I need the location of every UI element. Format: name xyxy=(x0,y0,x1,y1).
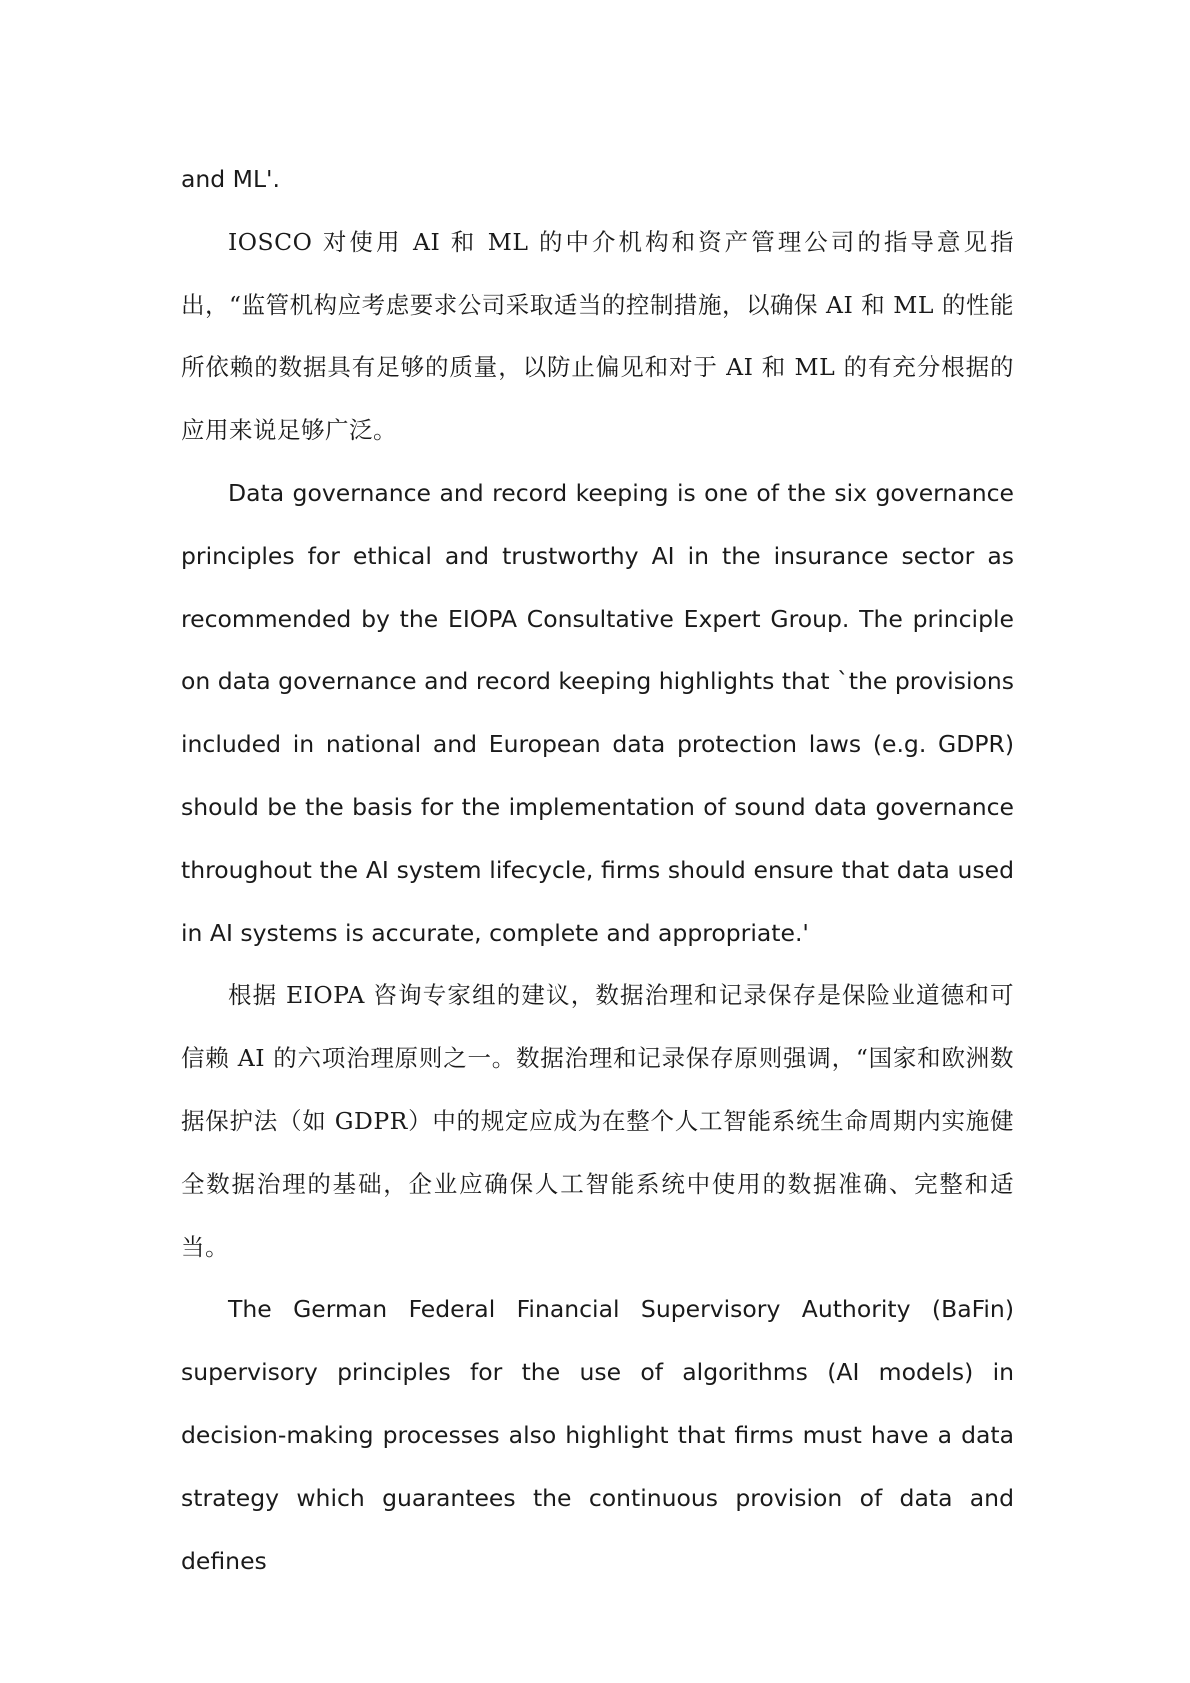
para-iosco-cn: IOSCO 对使用 AI 和 ML 的中介机构和资产管理公司的指导意见指出，“监管机构应考虑要求公司采取适当的控制措施，以确保 AI 和 ML 的性能所依赖的数据具有足够的质量，以防止偏见和对于 AI 和 ML 的有充分根据的应用来说足够广泛。 xyxy=(181,227,1014,445)
para-bafin-en: The German Federal Financial Supervisory Authority (BaFin) supervisory principles for the use of algorithms (AI models) in decision-making processes also highlight that firms must have a data strategy which guarantees the continuous provision of data and defines xyxy=(181,1295,1014,1575)
para-eiopa-en: Data governance and record keeping is one of the six governance principles for ethical and trustworthy AI in the insurance sector as recommended by the EIOPA Consultative Expert Group. The principle on data governance and record keeping highlights that `the provisions included in national and European data protection laws (e.g. GDPR) should be the basis for the implementation of sound data governance throughout the AI system lifecycle, firms should ensure that data used in AI systems is accurate, complete and appropriate.' xyxy=(181,478,1014,947)
document-body xyxy=(181,148,1014,1592)
para-continuation: and ML'. xyxy=(181,165,280,193)
para-eiopa-cn: 根据 EIOPA 咨询专家组的建议，数据治理和记录保存是保险业道德和可信赖 AI 的六项治理原则之一。数据治理和记录保存原则强调，“国家和欧洲数据保护法（如 GDPR）中的规定应成为在整个人工智能系统生命周期内实施健全数据治理的基础，企业应确保人工智能系统中使用的数据准确、完整和适当。 xyxy=(181,981,1014,1261)
